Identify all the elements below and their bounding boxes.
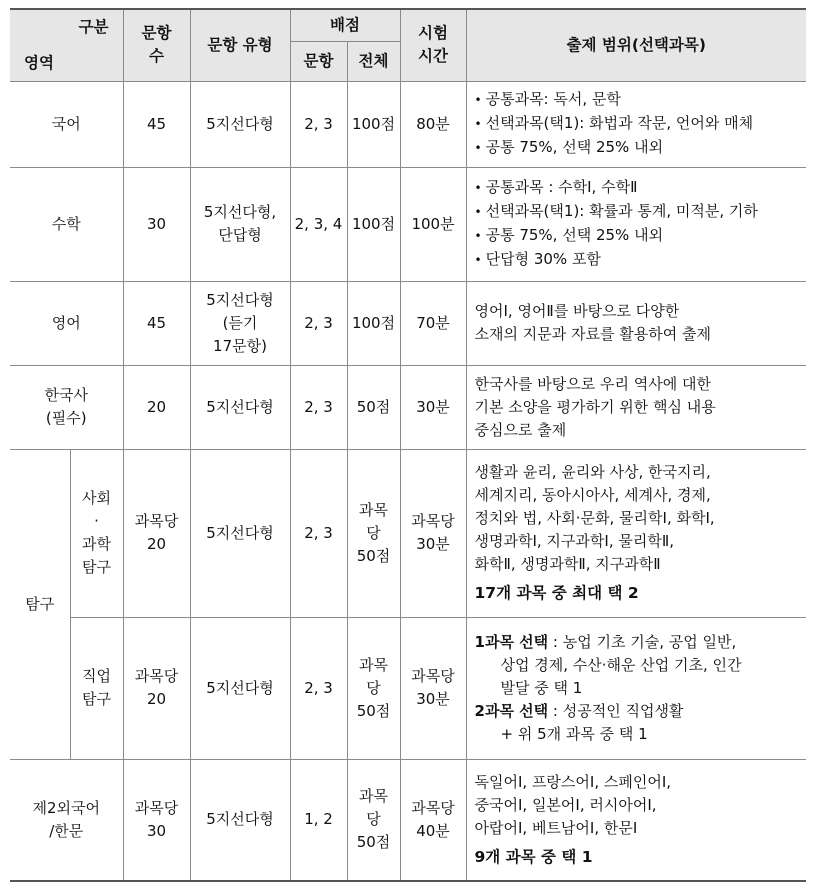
list-item: • 단답형 30% 포함 bbox=[475, 248, 803, 272]
item-score-cell: 2, 3 bbox=[290, 281, 347, 365]
table-row bbox=[10, 617, 806, 759]
count-cell: 45 bbox=[123, 281, 190, 365]
area-cell: 사회 · 과학 탐구 bbox=[70, 449, 123, 617]
selection-label: 1과목 선택 bbox=[474, 632, 549, 651]
time-cell: 과목당 30분 bbox=[400, 617, 466, 759]
item-score-cell: 2, 3, 4 bbox=[290, 167, 347, 281]
total-score-cell: 100점 bbox=[347, 167, 400, 281]
item-score-cell: 2, 3 bbox=[290, 81, 347, 167]
total-score-cell: 50점 bbox=[347, 365, 400, 449]
type-cell: 5지선다형 bbox=[190, 617, 290, 759]
time-cell: 80분 bbox=[400, 81, 466, 167]
area-cell: 국어 bbox=[10, 81, 123, 167]
table-row bbox=[10, 281, 806, 365]
list-item: • 공통 75%, 선택 25% 내외 bbox=[475, 224, 803, 248]
list-item: • 선택과목(택1): 확률과 통계, 미적분, 기하 bbox=[475, 200, 803, 224]
type-cell: 5지선다형 bbox=[190, 759, 290, 881]
inquiry-group-cell: 탐구 bbox=[10, 449, 70, 759]
total-score-cell: 과목 당 50점 bbox=[347, 449, 400, 617]
selection-rule: 17개 과목 중 최대 택 2 bbox=[474, 584, 639, 602]
selection-label: 2과목 선택 bbox=[474, 701, 549, 720]
item-score-cell: 1, 2 bbox=[290, 759, 347, 881]
range-cell: 영어Ⅰ, 영어Ⅱ를 바탕으로 다양한 소재의 지문과 자료를 활용하여 출제 bbox=[466, 281, 806, 365]
table-row bbox=[10, 167, 806, 281]
range-cell: 생활과 윤리, 윤리와 사상, 한국지리, 세계지리, 동아시아사, 세계사, 경제, 정치와 법, 사회·문화, 물리학Ⅰ, 화학Ⅰ, 생명과학Ⅰ, 지구과학Ⅰ, 물리학Ⅱ, 화학Ⅱ, 생명과학Ⅱ, 지구과학Ⅱ 17개 과목 중 최대 택 2 bbox=[466, 449, 806, 617]
total-score-cell: 과목 당 50점 bbox=[347, 617, 400, 759]
table-row bbox=[10, 81, 806, 167]
header-score: 배점 bbox=[290, 9, 400, 41]
type-cell: 5지선다형 bbox=[190, 449, 290, 617]
range-cell bbox=[466, 81, 806, 167]
total-score-cell: 100점 bbox=[347, 81, 400, 167]
list-item: • 선택과목(택1): 화법과 작문, 언어와 매체 bbox=[475, 112, 803, 136]
header-score-item: 문항 bbox=[290, 41, 347, 81]
count-cell: 과목당 30 bbox=[123, 759, 190, 881]
header-time: 시험 시간 bbox=[400, 9, 466, 81]
range-cell: 독일어Ⅰ, 프랑스어Ⅰ, 스페인어Ⅰ, 중국어Ⅰ, 일본어Ⅰ, 러시아어Ⅰ, 아랍어Ⅰ, 베트남어Ⅰ, 한문Ⅰ 9개 과목 중 택 1 bbox=[466, 759, 806, 881]
count-cell: 45 bbox=[123, 81, 190, 167]
time-cell: 과목당 40분 bbox=[400, 759, 466, 881]
item-score-cell: 2, 3 bbox=[290, 365, 347, 449]
header-range: 출제 범위(선택과목) bbox=[466, 9, 806, 81]
time-cell: 30분 bbox=[400, 365, 466, 449]
area-cell: 수학 bbox=[10, 167, 123, 281]
area-cell: 제2외국어 /한문 bbox=[10, 759, 123, 881]
area-cell: 직업 탐구 bbox=[70, 617, 123, 759]
time-cell: 100분 bbox=[400, 167, 466, 281]
count-cell: 20 bbox=[123, 365, 190, 449]
range-cell bbox=[466, 167, 806, 281]
table-row bbox=[10, 365, 806, 449]
total-score-cell: 100점 bbox=[347, 281, 400, 365]
selection-rule: 9개 과목 중 택 1 bbox=[474, 847, 593, 866]
list-item: • 공통과목: 독서, 문학 bbox=[475, 88, 803, 112]
count-cell: 과목당 20 bbox=[123, 449, 190, 617]
count-cell: 30 bbox=[123, 167, 190, 281]
range-cell: 1과목 선택 : 농업 기초 기술, 공업 일반, 상업 경제, 수산·해운 산업 기초, 인간 발달 중 택 1 2과목 선택 : 성공적인 직업생활 + 위 5개 과목 중 택 1 bbox=[466, 617, 806, 759]
range-cell: 한국사를 바탕으로 우리 역사에 대한 기본 소양을 평가하기 위한 핵심 내용 중심으로 출제 bbox=[466, 365, 806, 449]
type-cell: 5지선다형, 단답형 bbox=[190, 167, 290, 281]
header-question-type: 문항 유형 bbox=[190, 9, 290, 81]
time-cell: 70분 bbox=[400, 281, 466, 365]
type-cell: 5지선다형 (듣기 17문항) bbox=[190, 281, 290, 365]
header-question-count: 문항 수 bbox=[123, 9, 190, 81]
time-cell: 과목당 30분 bbox=[400, 449, 466, 617]
count-cell: 과목당 20 bbox=[123, 617, 190, 759]
table-row bbox=[10, 449, 806, 617]
item-score-cell: 2, 3 bbox=[290, 449, 347, 617]
exam-structure-table bbox=[10, 8, 806, 882]
table-row bbox=[10, 759, 806, 881]
list-item: • 공통 75%, 선택 25% 내외 bbox=[475, 136, 803, 160]
type-cell: 5지선다형 bbox=[190, 365, 290, 449]
area-cell: 영어 bbox=[10, 281, 123, 365]
item-score-cell: 2, 3 bbox=[290, 617, 347, 759]
header-score-total: 전체 bbox=[347, 41, 400, 81]
header-gubun: 구분 bbox=[78, 18, 109, 36]
header-gubun-cell bbox=[10, 9, 123, 81]
total-score-cell: 과목 당 50점 bbox=[347, 759, 400, 881]
area-cell: 한국사 (필수) bbox=[10, 365, 123, 449]
type-cell: 5지선다형 bbox=[190, 81, 290, 167]
header-yeongyeok: 영역 bbox=[24, 53, 54, 72]
list-item: • 공통과목 : 수학Ⅰ, 수학Ⅱ bbox=[475, 176, 803, 200]
